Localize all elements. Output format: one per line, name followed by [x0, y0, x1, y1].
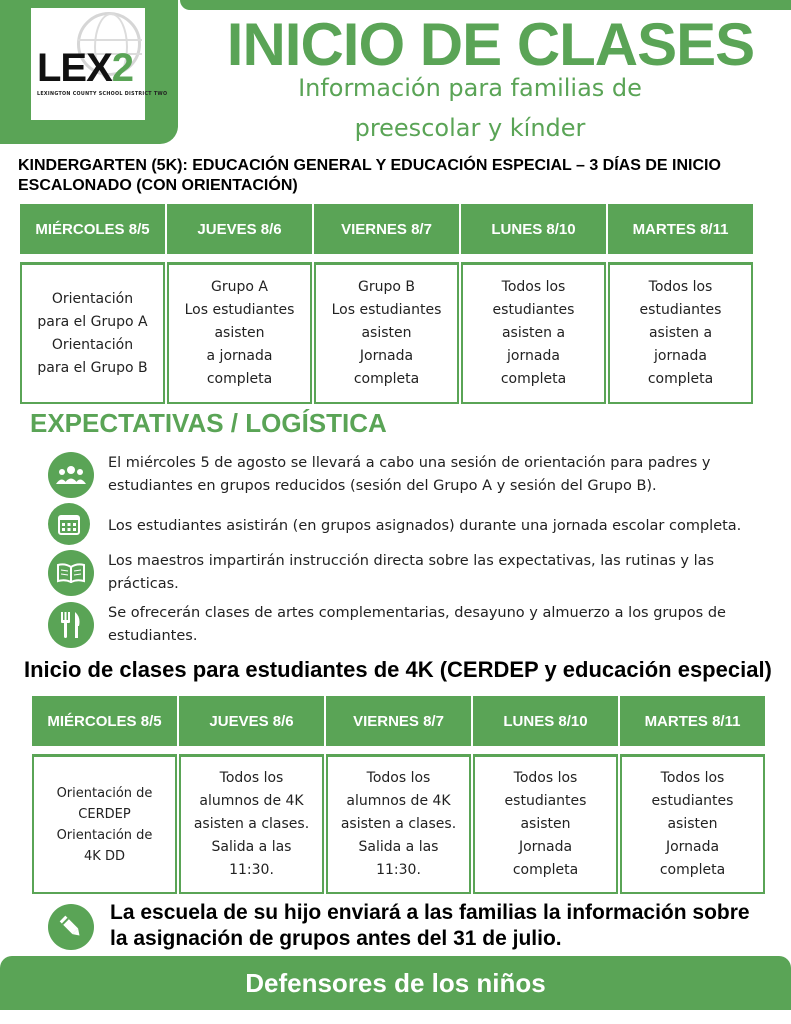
- table-body-cell: Todos los alumnos de 4K asisten a clases. Salida a las 11:30.: [326, 754, 471, 894]
- expectation-text: El miércoles 5 de agosto se llevará a cabo una sesión de orientación para padres y estudiantes en grupos reducidos (sesión del Grupo A y sesión del Grupo B).: [108, 455, 711, 494]
- table-header-cell: MARTES 8/11: [620, 696, 765, 746]
- table-header-cell: VIERNES 8/7: [314, 204, 459, 254]
- group-icon: [48, 452, 94, 498]
- expectation-text: Se ofrecerán clases de artes complementarias, desayuno y almuerzo a los grupos de estudiantes.: [108, 605, 726, 644]
- kindergarten-schedule-table: [20, 204, 754, 404]
- expectation-text: Los maestros impartirán instrucción directa sobre las expectativas, las rutinas y las prácticas.: [108, 553, 715, 592]
- footer-banner: [0, 956, 791, 1010]
- expectation-text: Los estudiantes asistirán (en grupos asignados) durante una jornada escolar completa.: [108, 518, 742, 534]
- expectations-heading: EXPECTATIVAS / LOGÍSTICA: [30, 408, 387, 438]
- pencil-icon: [48, 904, 94, 950]
- table-header-cell: JUEVES 8/6: [167, 204, 312, 254]
- logo-wordmark: LEX2: [37, 46, 134, 90]
- group-assignment-notice: La escuela de su hijo enviará a las familias la información sobre la asignación de grupos antes del 31 de julio.: [110, 901, 750, 950]
- table-header-cell: LUNES 8/10: [473, 696, 618, 746]
- table-body-cell: Todos los estudiantes asisten a jornada completa: [461, 262, 606, 404]
- fourk-heading: Inicio de clases para estudiantes de 4K (CERDEP y educación especial): [24, 657, 772, 682]
- table-body-cell: Grupo A Los estudiantes asisten a jornada completa: [167, 262, 312, 404]
- utensils-icon: [48, 602, 94, 648]
- table-body-cell: Todos los alumnos de 4K asisten a clases. Salida a las 11:30.: [179, 754, 324, 894]
- table-header-cell: LUNES 8/10: [461, 204, 606, 254]
- table-body-cell: Orientación de CERDEP Orientación de 4K DD: [32, 754, 177, 894]
- table-header-cell: MIÉRCOLES 8/5: [20, 204, 165, 254]
- table-body-cell: Todos los estudiantes asisten Jornada completa: [473, 754, 618, 894]
- table-header-cell: MIÉRCOLES 8/5: [32, 696, 177, 746]
- table-body-cell: Todos los estudiantes asisten Jornada completa: [620, 754, 765, 894]
- table-body-cell: Todos los estudiantes asisten a jornada completa: [608, 262, 753, 404]
- fourk-schedule-table: [32, 696, 768, 894]
- page-title: INICIO DE CLASES: [226, 11, 755, 78]
- footer-slogan: Defensores de los niños: [245, 967, 546, 998]
- table-header-cell: JUEVES 8/6: [179, 696, 324, 746]
- table-header-cell: VIERNES 8/7: [326, 696, 471, 746]
- page-subtitle-line2: preescolar y kínder: [354, 114, 586, 142]
- book-icon: [48, 550, 94, 596]
- district-logo: [31, 8, 168, 120]
- page-subtitle-line1: Información para familias de: [298, 74, 642, 102]
- logo-panel: [0, 0, 178, 144]
- top-accent-bar: [180, 0, 791, 10]
- table-body-cell: Grupo B Los estudiantes asisten Jornada completa: [314, 262, 459, 404]
- table-header-cell: MARTES 8/11: [608, 204, 753, 254]
- calendar-icon: [48, 503, 90, 545]
- table-body-cell: Orientación para el Grupo A Orientación para el Grupo B: [20, 262, 165, 404]
- logo-district-name: LEXINGTON COUNTY SCHOOL DISTRICT TWO: [37, 92, 168, 97]
- kindergarten-heading: KINDERGARTEN (5K): EDUCACIÓN GENERAL Y EDUCACIÓN ESPECIAL – 3 DÍAS DE INICIO ESCALONADO (CON ORIENTACIÓN): [18, 157, 721, 194]
